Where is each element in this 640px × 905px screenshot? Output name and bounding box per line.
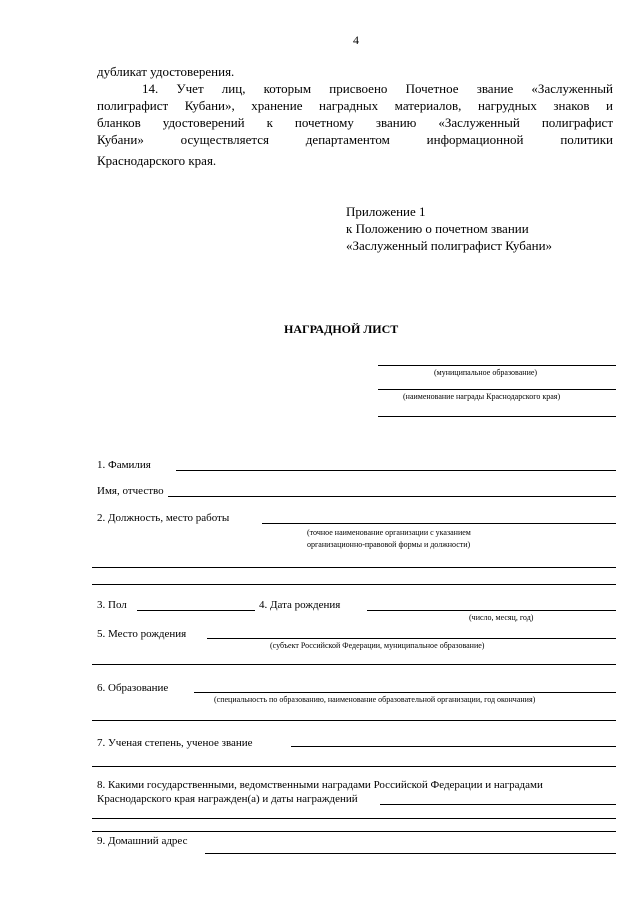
address-line	[205, 853, 616, 854]
appendix-line-2: к Положению о почетном звании	[346, 221, 529, 236]
awards-label-line-1: 8. Какими государственными, ведомственными наградами Российской Федерации и наградами	[97, 779, 543, 791]
paragraph-14	[97, 81, 613, 147]
awards-line-2	[92, 818, 616, 819]
municipality-line	[378, 365, 616, 366]
birthplace-hint: (субъект Российской Федерации, муниципальное образование)	[270, 641, 485, 650]
appendix-line-3: «Заслуженный полиграфист Кубани»	[346, 238, 553, 253]
birthplace-line	[207, 638, 616, 639]
education-line	[194, 692, 616, 693]
birthdate-label: 4. Дата рождения	[259, 599, 341, 611]
position-line-3	[92, 584, 616, 585]
page-number: 4	[353, 33, 359, 47]
position-hint-2: организационно-правовой формы и должности)	[307, 540, 471, 549]
paragraph-line-6: Краснодарского края.	[97, 153, 217, 168]
paragraph-line-2: 14. Учет лиц, которым присвоено Почетное звание «Заслуженный	[142, 81, 613, 96]
paragraph-line-3: полиграфист Кубани», хранение наградных материалов, нагрудных знаков и	[97, 98, 613, 113]
surname-line	[176, 470, 616, 471]
birthdate-hint: (число, месяц, год)	[469, 613, 534, 622]
awards-line	[380, 804, 616, 805]
appendix-line-1: Приложение 1	[346, 204, 426, 219]
birthdate-line	[367, 610, 616, 611]
education-hint: (специальность по образованию, наименование образовательной организации, год окончания)	[214, 695, 536, 704]
awards-label-line-2: Краснодарского края награжден(а) и даты награждений	[97, 793, 358, 805]
paragraph-line-5: Кубани» осуществляется департаментом информационной политики	[97, 132, 613, 147]
name-label: Имя, отчество	[97, 485, 164, 497]
paragraph-line-4: бланков удостоверений к почетному званию «Заслуженный полиграфист	[97, 115, 613, 130]
awards-line-3	[92, 831, 616, 832]
paragraph-line-1: дубликат удостоверения.	[97, 64, 235, 79]
degree-line	[291, 746, 616, 747]
name-line	[168, 496, 616, 497]
birthplace-label: 5. Место рождения	[97, 628, 187, 640]
award-line-2	[378, 416, 616, 417]
sex-line	[137, 610, 255, 611]
degree-line-2	[92, 766, 616, 767]
award-line	[378, 389, 616, 390]
position-hint-1: (точное наименование организации с указанием	[307, 528, 471, 537]
degree-label: 7. Ученая степень, ученое звание	[97, 737, 253, 749]
birthplace-line-2	[92, 664, 616, 665]
address-label: 9. Домашний адрес	[97, 835, 188, 847]
education-line-2	[92, 720, 616, 721]
position-label: 2. Должность, место работы	[97, 512, 230, 524]
form-title: НАГРАДНОЙ ЛИСТ	[284, 322, 399, 336]
education-label: 6. Образование	[97, 682, 169, 694]
position-line-2	[92, 567, 616, 568]
position-line	[262, 523, 616, 524]
surname-label: 1. Фамилия	[97, 459, 151, 471]
municipality-hint: (муниципальное образование)	[434, 368, 538, 377]
award-hint: (наименование награды Краснодарского края)	[403, 392, 561, 401]
sex-label: 3. Пол	[97, 599, 127, 611]
